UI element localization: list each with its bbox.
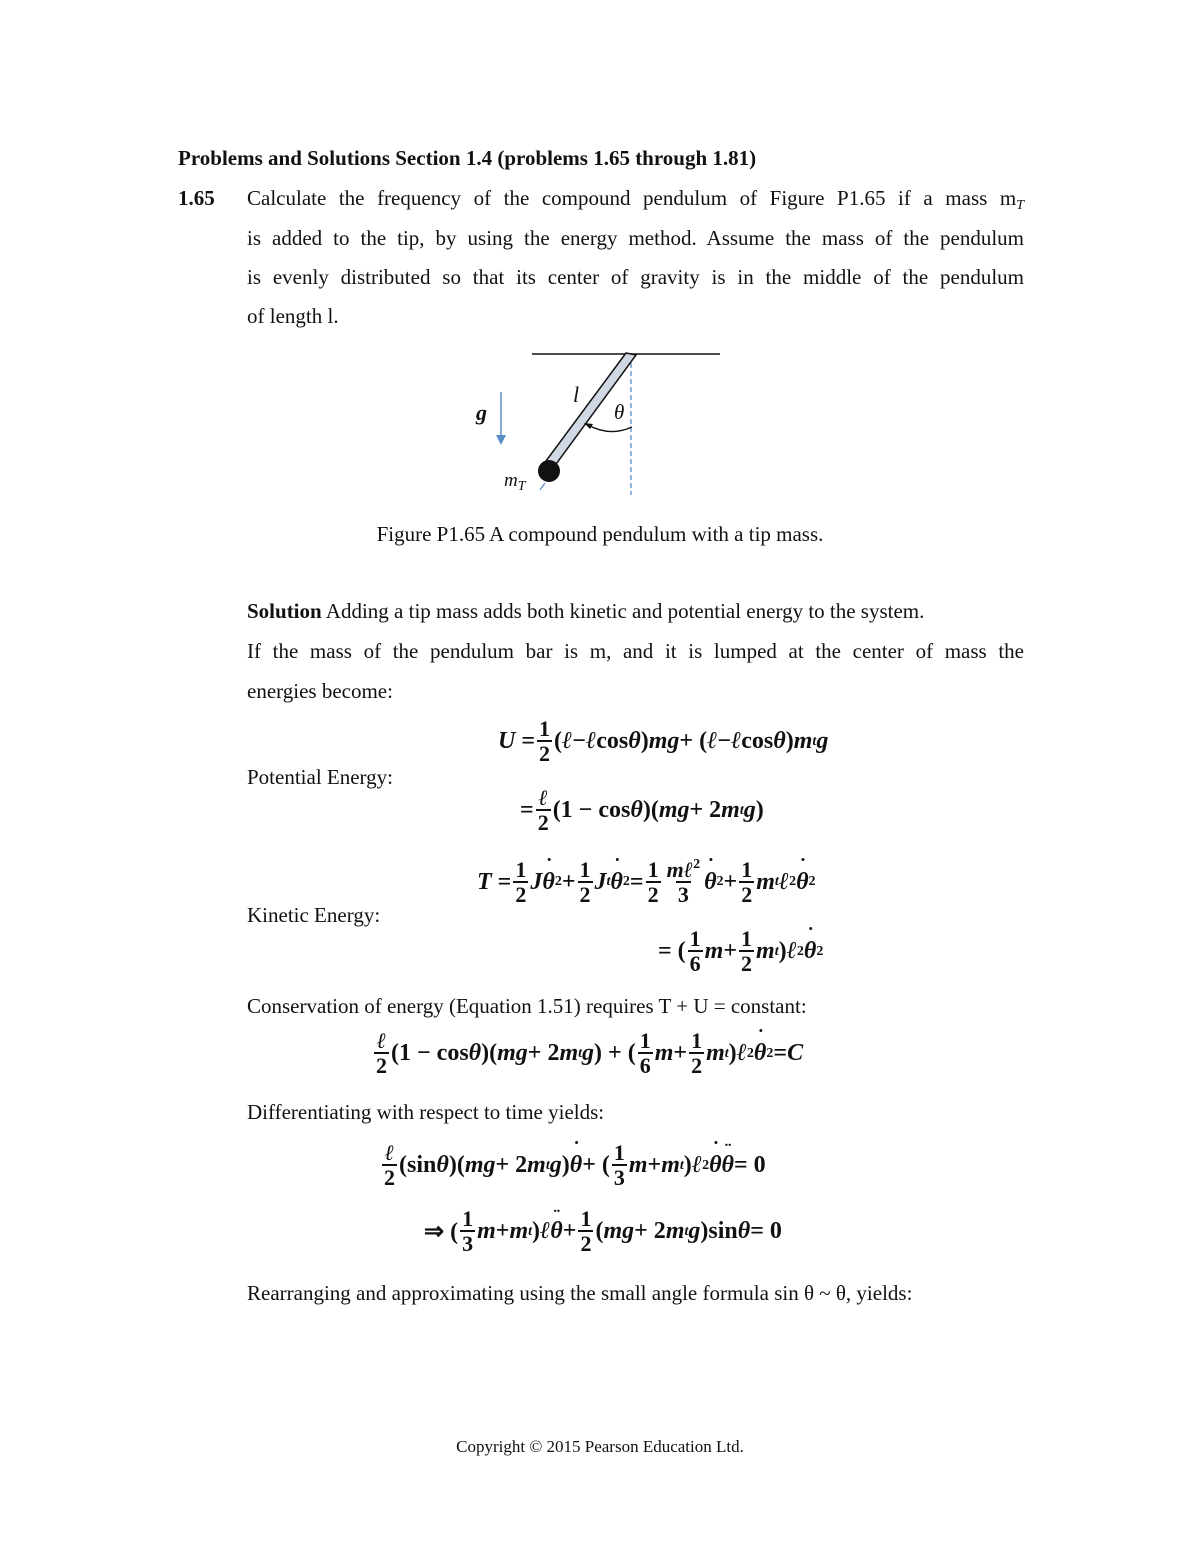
rearranging-text: Rearranging and approximating using the small angle formula sin θ ~ θ, yields: — [247, 1281, 913, 1305]
copyright-footer: Copyright © 2015 Pearson Education Ltd. — [456, 1437, 744, 1456]
potential-energy-label: Potential Energy: — [247, 765, 394, 789]
solution-heading: Solution — [247, 599, 322, 623]
tip-mass — [538, 460, 560, 482]
length-label: l — [573, 382, 580, 407]
gravity-label: g — [476, 400, 487, 425]
potential-energy-equation-1: U = $\frac{1}{2}$ ( ℓ − ℓ cos θ ) mg + ( ℓ − ℓ cos θ ) m t g — [498, 716, 829, 766]
derivative-equation-1: $\frac{\text{ℓ}}{2}$ (sin θ )( mg + 2 m t g ) θ ˙ + ( $\frac{1}{3}$ m + m t ) ℓ 2 θ ˙ θ ¨ = 0 — [380, 1142, 766, 1189]
potential-energy-equation-2: = $\frac{\text{ℓ}}{2}$ (1 − cos θ )( mg + 2 m t g ) — [520, 785, 764, 835]
kinetic-energy-equation-2: = ( $\frac{1}{6}$ m + $\frac{1}{2}$ m t ) ℓ 2 θ ˙ 2 — [658, 928, 823, 975]
differentiating-text: Differentiating with respect to time yields: — [247, 1100, 605, 1124]
conservation-equation: $\frac{\text{ℓ}}{2}$ (1 − cos θ )( mg + 2 m t g ) + ( $\frac{1}{6}$ m + $\frac{1}{2}$ m t ) ℓ 2 θ ˙ 2 = C — [372, 1030, 803, 1077]
problem-text-line-1: Calculate the frequency of the compound pendulum of Figure P1.65 if a mass $m_T$ — [247, 186, 1024, 213]
mass-leader-line — [540, 483, 545, 490]
problem-text-line-3: is evenly distributed so that its center of gravity is in the middle of the pendulum — [247, 265, 1024, 289]
solution-line-1: Solution Adding a tip mass adds both kinetic and potential energy to the system. — [247, 599, 925, 623]
kinetic-energy-label: Kinetic Energy: — [247, 903, 381, 927]
solution-line-3: energies become: — [247, 679, 393, 703]
kinetic-energy-equation-1: T = $\frac{1}{2}$ J θ ˙ 2 + $\frac{1}{2}$ J t θ ˙ 2 = $\frac{1}{2}$ $\frac{m\ell^2}{3}$ θ ˙ 2 + $\frac{1}{2}$ m t ℓ 2 θ ˙ 2 — [477, 858, 816, 906]
problem-number: 1.65 — [178, 186, 215, 210]
conservation-text: Conservation of energy (Equation 1.51) requires T + U = constant: — [247, 994, 807, 1018]
problem-text-line-4: of length l. — [247, 304, 339, 328]
section-title: Problems and Solutions Section 1.4 (problems 1.65 through 1.81) — [178, 146, 757, 170]
derivative-equation-2: ⇒ ( $\frac{1}{3}$ m + m t ) ℓ θ ¨ + $\frac{1}{2}$ ( mg + 2 m t g )sin θ = 0 — [424, 1208, 782, 1255]
pendulum-figure — [460, 345, 740, 505]
solution-line-2: If the mass of the pendulum bar is m, and it is lumped at the center of mass the — [247, 639, 1024, 663]
theta-label: θ — [614, 400, 625, 424]
theta-arc-arrow — [584, 423, 593, 429]
mass-label: $m_T$ — [504, 470, 526, 494]
theta-arc — [588, 425, 632, 432]
problem-text-line-2: is added to the tip, by using the energy method. Assume the mass of the pendulum — [247, 226, 1024, 250]
figure-caption: Figure P1.65 A compound pendulum with a tip mass. — [376, 522, 824, 546]
gravity-arrow-head — [496, 435, 506, 445]
